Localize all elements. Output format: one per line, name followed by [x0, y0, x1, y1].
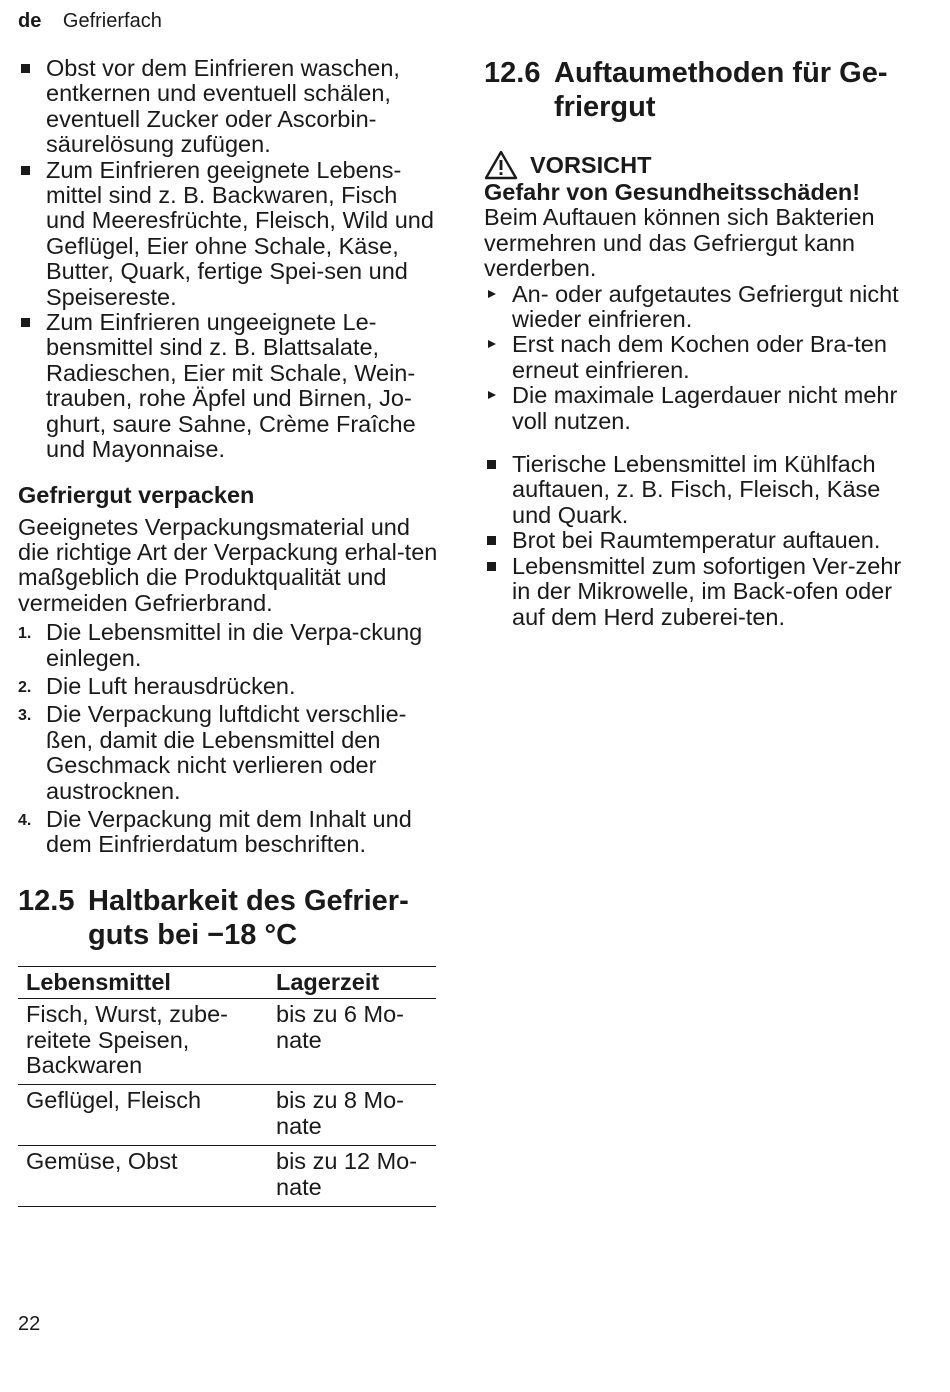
section-12-5-heading: [18, 884, 438, 952]
warning-label-row: [484, 150, 924, 180]
warning-triangle-icon: [484, 150, 518, 180]
language-code: de: [18, 10, 42, 32]
step-text: Die Verpackung luftdicht verschlie-ßen, damit die Lebensmittel den Geschmack nicht verlieren oder austrocknen.: [46, 701, 407, 804]
list-item: Brot bei Raumtemperatur auftauen.: [484, 528, 924, 553]
warning-text: Beim Auftauen können sich Bakterien vermehren und das Gefriergut kann verderben.: [484, 204, 875, 282]
packing-heading: Gefriergut verpacken: [18, 481, 255, 508]
page-number: 22: [18, 1313, 41, 1335]
step-number: 4.: [18, 811, 32, 829]
table-row: [18, 1085, 436, 1146]
left-column: [18, 56, 438, 1207]
column-header: Lagerzeit: [268, 966, 436, 998]
list-item: Lebensmittel zum sofortigen Ver-zehr in der Mikrowelle, im Back-ofen oder auf dem Herd zuberei-ten.: [484, 554, 924, 630]
warning-label: VORSICHT: [530, 152, 652, 178]
table-row: [18, 1146, 436, 1207]
list-item: Erst nach dem Kochen oder Bra-ten erneut einfrieren.: [484, 332, 924, 383]
packing-steps: [18, 620, 438, 858]
step-item: [18, 702, 438, 804]
table-row: [18, 999, 436, 1085]
page-header: [18, 9, 162, 33]
table-cell: Fisch, Wurst, zube-reitete Speisen, Backwaren: [18, 999, 268, 1085]
thawing-methods-list: [484, 452, 924, 630]
packing-intro: Geeignetes Verpackungsmaterial und die richtige Art der Verpackung erhal-ten maßgeblich die Produktqualität und vermeiden Gefrierbrand.: [18, 513, 438, 616]
step-number: 3.: [18, 707, 32, 725]
table-cell: bis zu 8 Mo-nate: [268, 1085, 436, 1146]
table-cell: bis zu 12 Mo-nate: [268, 1146, 436, 1207]
section-12-6-heading: [484, 56, 924, 124]
chapter-title: Gefrierfach: [62, 10, 162, 32]
column-header: Lebensmittel: [18, 966, 268, 998]
step-item: [18, 674, 438, 699]
table-header-row: [18, 966, 436, 998]
table-cell: bis zu 6 Mo-nate: [268, 999, 436, 1085]
list-item: Tierische Lebensmittel im Kühlfach auftauen, z. B. Fisch, Fleisch, Käse und Quark.: [484, 452, 924, 528]
section-title: Haltbarkeit des Gefrier-guts bei −18 °C: [88, 884, 409, 951]
step-text: Die Lebensmittel in die Verpa-ckung einlegen.: [46, 619, 423, 671]
list-item: An- oder aufgetautes Gefriergut nicht wieder einfrieren.: [484, 282, 924, 333]
storage-time-table: [18, 966, 436, 1207]
warning-actions: [484, 282, 924, 434]
step-number: 2.: [18, 678, 32, 696]
list-item: Zum Einfrieren ungeeignete Le-bensmittel sind z. B. Blattsalate, Radieschen, Eier mit Schale, Wein-trauben, rohe Äpfel und Birnen, Jo-ghurt, saure Sahne, Crème Fraîche und Mayonnaise.: [18, 310, 438, 462]
list-item: Obst vor dem Einfrieren waschen, entkernen und eventuell schälen, eventuell Zucker oder Ascorbin-säurelösung zufügen.: [18, 56, 438, 158]
section-number: 12.6: [484, 57, 541, 89]
table-cell: Gemüse, Obst: [18, 1146, 268, 1207]
step-number: 1.: [18, 625, 32, 643]
list-item: Die maximale Lagerdauer nicht mehr voll nutzen.: [484, 383, 924, 434]
section-title: Auftaumethoden für Ge-friergut: [554, 57, 888, 123]
freezing-tips-list: [18, 56, 438, 463]
section-number: 12.5: [18, 884, 75, 917]
table-cell: Geflügel, Fleisch: [18, 1085, 268, 1146]
step-text: Die Luft herausdrücken.: [46, 672, 296, 699]
warning-title: Gefahr von Gesundheitsschäden!: [484, 179, 861, 205]
right-column: [484, 56, 924, 630]
step-item: [18, 620, 438, 671]
list-item: Zum Einfrieren geeignete Lebens-mittel sind z. B. Backwaren, Fisch und Meeresfrüchte, Fleisch, Wild und Geflügel, Eier ohne Schale, Käse, Butter, Quark, fertige Spei-sen und Speisereste.: [18, 158, 438, 310]
step-text: Die Verpackung mit dem Inhalt und dem Einfrierdatum beschriften.: [46, 805, 412, 858]
step-item: [18, 807, 438, 858]
